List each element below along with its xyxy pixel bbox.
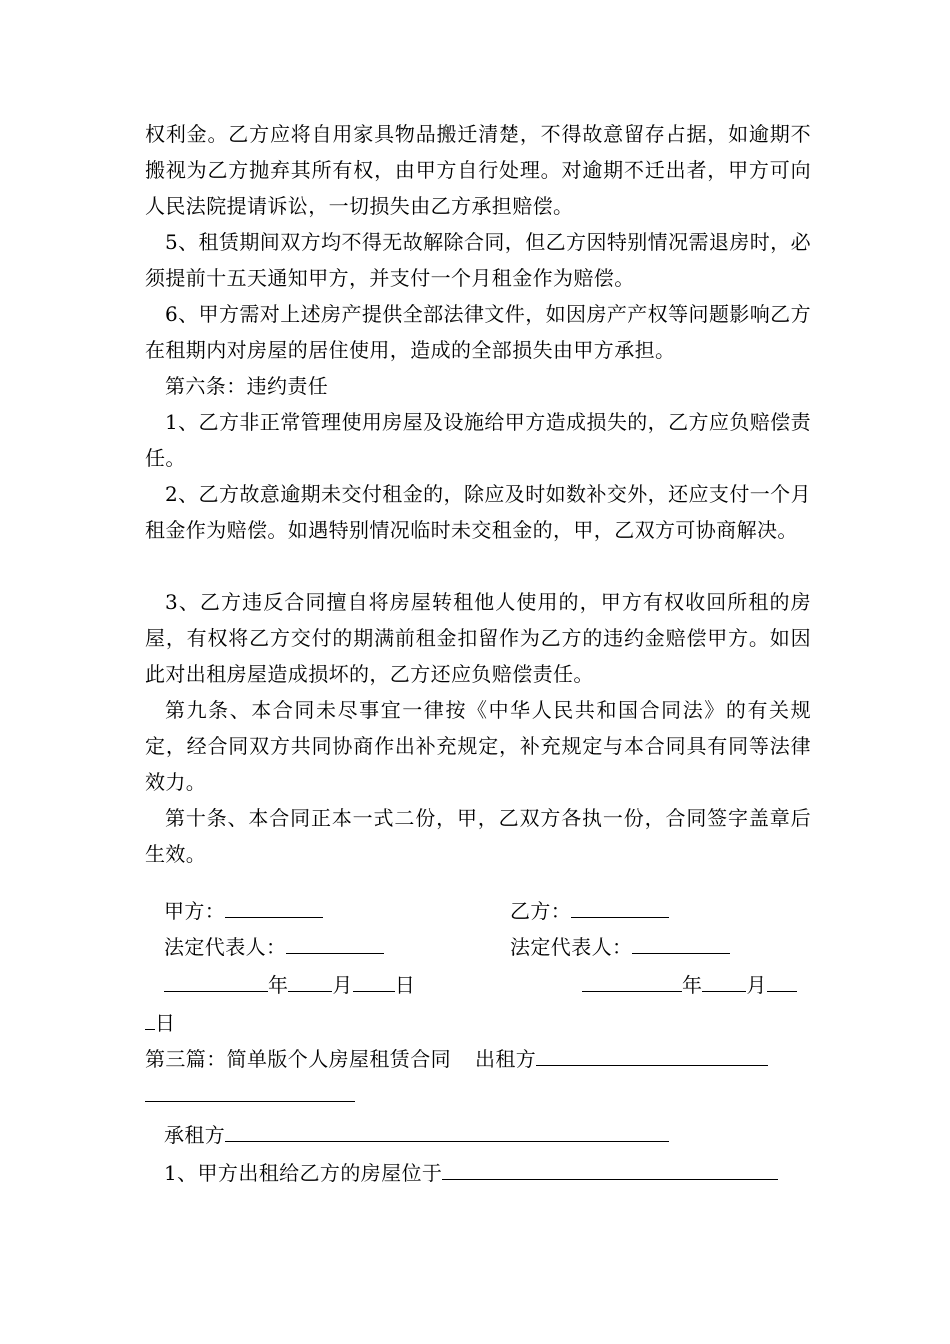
- paragraph-article-9: 第九条、本合同未尽事宜一律按《中华人民共和国合同法》的有关规定，经合同双方共同协商作出补充规定，补充规定与本合同具有同等法律效力。: [145, 698, 811, 794]
- date-b-year: 年: [682, 973, 703, 997]
- date-b-day-blank-part2: [145, 1007, 155, 1030]
- paragraph-article-10: 第十条、本合同正本一式二份，甲，乙双方各执一份，合同签字盖章后生效。: [145, 806, 811, 866]
- date-a-month-blank: [288, 969, 332, 992]
- rep-b-blank: [632, 931, 730, 954]
- premises-label: 1、甲方出租给乙方的房屋位于: [164, 1161, 443, 1185]
- paragraph-item-6: 6、甲方需对上述房产提供全部法律文件，如因房产产权等问题影响乙方在租期内对房屋的居住使用，造成的全部损失由甲方承担。: [145, 302, 811, 362]
- date-a-year: 年: [268, 973, 289, 997]
- party-b-label: 乙方：: [510, 899, 572, 923]
- rep-a-blank: [286, 931, 384, 954]
- premises-line: [164, 1155, 778, 1191]
- date-a-day: 日: [394, 973, 416, 997]
- section-heading-article-6: 第六条：违约责任: [165, 374, 329, 398]
- paragraph-liability-2: 2、乙方故意逾期未交付租金的，除应及时如数补交外，还应支付一个月租金作为赔偿。如遇特别情况临时未交租金的，甲，乙双方可协商解决。: [145, 482, 811, 542]
- party-a-blank: [225, 895, 323, 918]
- date-a-day-blank: [353, 969, 395, 992]
- party-a-signature-line: [164, 893, 323, 929]
- rep-a-label: 法定代表人：: [164, 935, 287, 959]
- paragraph-liability-3: 3、乙方违反合同擅自将房屋转租他人使用的，甲方有权收回所租的房屋，有权将乙方交付的期满前租金扣留作为乙方的违约金赔偿甲方。如因此对出租房屋造成损坏的，乙方还应负赔偿责任。: [145, 590, 811, 686]
- lessor-label: 出租方: [475, 1047, 537, 1071]
- lessor-blank-continued: [145, 1079, 355, 1102]
- date-a-line: [164, 967, 415, 1003]
- date-b-line-wrap: [145, 1005, 175, 1041]
- paragraph-obligation-end: 权利金。乙方应将自用家具物品搬迁清楚，不得故意留存占据，如逾期不搬视为乙方抛弃其所有权，由甲方自行处理。对逾期不迁出者，甲方可向人民法院提请诉讼，一切损失由乙方承担赔偿。: [145, 122, 811, 218]
- rep-b-line: [510, 929, 730, 965]
- paragraph-item-5: 5、租赁期间双方均不得无故解除合同，但乙方因特别情况需退房时，必须提前十五天通知甲方，并支付一个月租金作为赔偿。: [145, 230, 811, 290]
- date-b-day: 日: [155, 1011, 176, 1035]
- date-b-month: 月: [746, 973, 767, 997]
- party-b-blank: [571, 895, 669, 918]
- date-b-line: [582, 967, 797, 1003]
- party-b-signature-line: [510, 893, 669, 929]
- date-b-day-blank-part1: [767, 969, 797, 992]
- date-a-year-blank: [164, 969, 268, 992]
- rep-a-line: [164, 929, 384, 965]
- lessee-label: 承租方: [164, 1123, 226, 1147]
- date-b-month-blank: [702, 969, 746, 992]
- lessee-blank: [225, 1119, 669, 1142]
- lessee-line: [164, 1117, 669, 1153]
- party-a-label: 甲方：: [164, 899, 226, 923]
- date-a-month: 月: [332, 973, 353, 997]
- date-b-year-blank: [582, 969, 682, 992]
- section3-title-line: [145, 1041, 768, 1077]
- lessor-blank-wrap: [145, 1077, 355, 1113]
- lessor-blank: [536, 1043, 768, 1066]
- paragraph-liability-1: 1、乙方非正常管理使用房屋及设施给甲方造成损失的，乙方应负赔偿责任。: [145, 410, 811, 470]
- section3-title: 第三篇：简单版个人房屋租赁合同: [145, 1047, 451, 1071]
- premises-blank: [442, 1157, 778, 1180]
- rep-b-label: 法定代表人：: [510, 935, 633, 959]
